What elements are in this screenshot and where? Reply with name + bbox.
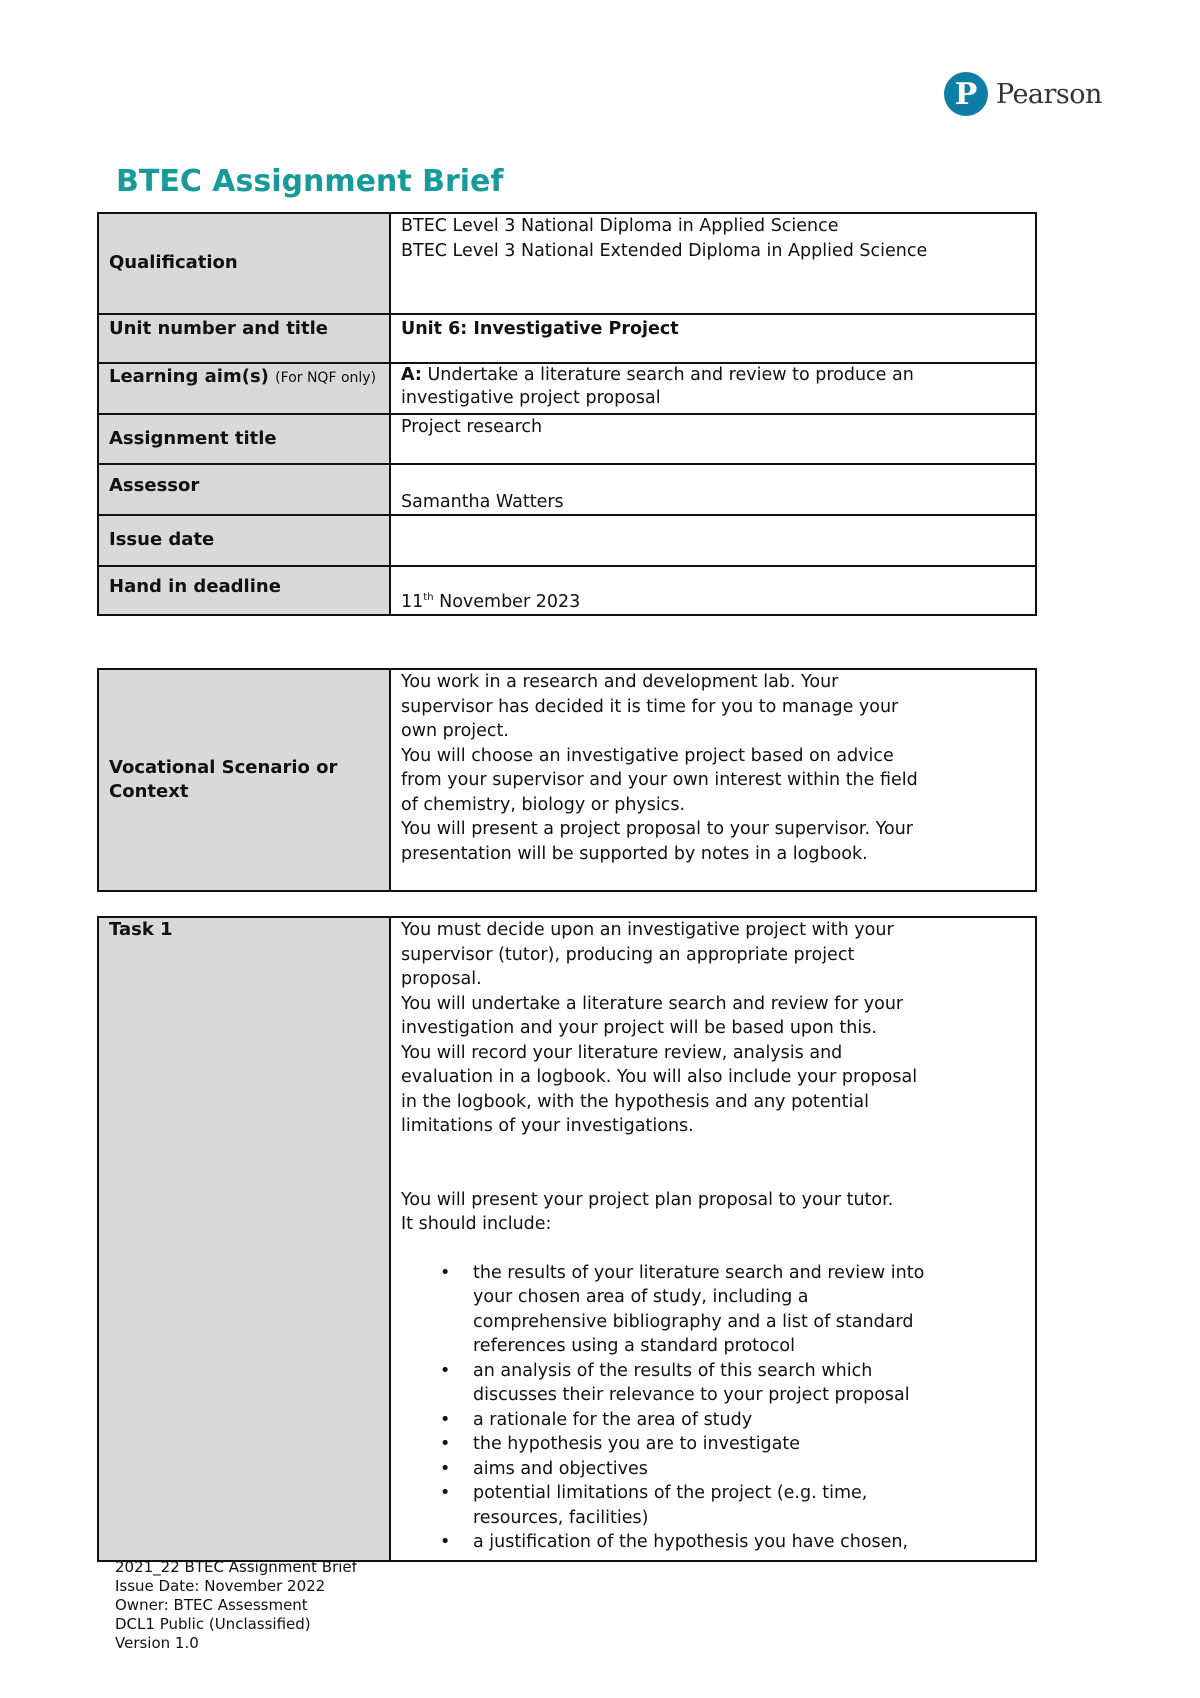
learning-aim-label bbox=[98, 363, 390, 414]
issue-date-value bbox=[390, 515, 1036, 566]
qualification-line: BTEC Level 3 National Diploma in Applied Science bbox=[401, 216, 839, 236]
task-present-line: It should include: bbox=[401, 1214, 552, 1234]
unit-value: Unit 6: Investigative Project bbox=[390, 314, 1036, 363]
scenario-table bbox=[97, 668, 1037, 892]
page-title: BTEC Assignment Brief bbox=[116, 164, 504, 199]
scenario-line: own project. bbox=[401, 721, 509, 741]
pearson-logo bbox=[944, 72, 1102, 116]
task-bullet-line: resources, facilities) bbox=[473, 1507, 649, 1528]
task-present-line: You will present your project plan proposal to your tutor. bbox=[401, 1189, 894, 1210]
learning-aim-label-text: Learning aim(s) bbox=[109, 366, 269, 387]
task-bullet-line: • the results of your literature search and review into bbox=[473, 1262, 925, 1283]
deadline-day: 11 bbox=[401, 591, 424, 612]
assessor-label: Assessor bbox=[98, 464, 390, 515]
task-intro-line: evaluation in a logbook. You will also include your proposal bbox=[401, 1067, 918, 1087]
row-scenario bbox=[98, 669, 1036, 891]
scenario-line: You will choose an investigative project based on advice bbox=[401, 745, 894, 766]
task-bullet-line: • a justification of the hypothesis you have chosen, bbox=[473, 1532, 909, 1552]
qualification-line: BTEC Level 3 National Extended Diploma in Applied Science bbox=[401, 240, 928, 261]
footer-line: Issue Date: November 2022 bbox=[115, 1577, 326, 1595]
task-intro-line: You must decide upon an investigative project with your bbox=[401, 920, 894, 940]
footer-line: Owner: BTEC Assessment bbox=[115, 1596, 308, 1614]
task-bullet-item bbox=[473, 1432, 1025, 1457]
row-deadline bbox=[98, 566, 1036, 615]
scenario-line: supervisor has decided it is time for you to manage your bbox=[401, 696, 899, 717]
task-label: Task 1 bbox=[98, 917, 390, 1561]
scenario-line: of chemistry, biology or physics. bbox=[401, 794, 686, 815]
task-bullet-line: comprehensive bibliography and a list of standard bbox=[473, 1311, 914, 1332]
row-task-1 bbox=[98, 917, 1036, 1561]
assignment-title-value: Project research bbox=[390, 414, 1036, 464]
task-present bbox=[401, 1188, 1025, 1237]
deadline-label: Hand in deadline bbox=[98, 566, 390, 615]
task-intro-line: limitations of your investigations. bbox=[401, 1116, 694, 1136]
row-learning-aim bbox=[98, 363, 1036, 414]
qualification-label: Qualification bbox=[98, 213, 390, 314]
pearson-p-icon: P bbox=[944, 72, 988, 116]
row-assessor bbox=[98, 464, 1036, 515]
issue-date-label: Issue date bbox=[98, 515, 390, 566]
scenario-line: You will present a project proposal to your supervisor. Your bbox=[401, 819, 914, 839]
learning-aim-value bbox=[390, 363, 1036, 414]
task-bullet-list bbox=[401, 1261, 1025, 1555]
scenario-text bbox=[390, 669, 1036, 891]
task-bullet-line: • the hypothesis you are to investigate bbox=[473, 1434, 801, 1454]
task-bullet-line: • potential limitations of the project (e.g. time, bbox=[473, 1483, 868, 1503]
footer-line: 2021_22 BTEC Assignment Brief bbox=[115, 1558, 357, 1576]
task-intro bbox=[401, 918, 1025, 1139]
task-bullet-item bbox=[473, 1457, 1025, 1482]
qualification-value bbox=[390, 213, 1036, 314]
task-bullet-line: references using a standard protocol bbox=[473, 1336, 795, 1356]
assessor-value: Samantha Watters bbox=[390, 464, 1036, 515]
deadline-suffix: th bbox=[423, 591, 434, 603]
task-intro-line: investigation and your project will be based upon this. bbox=[401, 1018, 877, 1038]
row-unit bbox=[98, 314, 1036, 363]
footer-line: DCL1 Public (Unclassified) bbox=[115, 1615, 311, 1633]
row-qualification bbox=[98, 213, 1036, 314]
task-bullet-item bbox=[473, 1530, 1025, 1555]
footer-line: Version 1.0 bbox=[115, 1634, 199, 1652]
task-bullet-item bbox=[473, 1408, 1025, 1433]
learning-aim-note: (For NQF only) bbox=[275, 370, 377, 386]
task-intro-line: in the logbook, with the hypothesis and any potential bbox=[401, 1091, 869, 1112]
task-intro-line: You will undertake a literature search and review for your bbox=[401, 993, 904, 1014]
task-text bbox=[390, 917, 1036, 1561]
scenario-line: You work in a research and development lab. Your bbox=[401, 672, 839, 692]
row-assignment-title bbox=[98, 414, 1036, 464]
task-bullet-line: • aims and objectives bbox=[473, 1458, 648, 1479]
row-issue-date bbox=[98, 515, 1036, 566]
task-bullet-line: • a rationale for the area of study bbox=[473, 1409, 753, 1430]
task-bullet-line: your chosen area of study, including a bbox=[473, 1287, 809, 1307]
task-intro-line: You will record your literature review, analysis and bbox=[401, 1042, 843, 1063]
scenario-line: from your supervisor and your own interest within the field bbox=[401, 770, 918, 790]
scenario-label: Vocational Scenario or Context bbox=[98, 669, 390, 891]
task-bullet-item bbox=[473, 1359, 1025, 1408]
learning-aim-prefix: A: bbox=[401, 365, 422, 385]
assignment-title-label: Assignment title bbox=[98, 414, 390, 464]
task-table bbox=[97, 916, 1037, 1562]
unit-label: Unit number and title bbox=[98, 314, 390, 363]
learning-aim-text-2: investigative project proposal bbox=[401, 388, 661, 408]
task-bullet-item bbox=[473, 1481, 1025, 1530]
task-bullet-line: • an analysis of the results of this search which bbox=[473, 1360, 873, 1381]
learning-aim-text: Undertake a literature search and review to produce an bbox=[421, 365, 914, 385]
deadline-month-year: November 2023 bbox=[433, 591, 581, 612]
task-bullet-line: discusses their relevance to your project proposal bbox=[473, 1385, 910, 1405]
task-intro-line: proposal. bbox=[401, 969, 482, 989]
pearson-wordmark: Pearson bbox=[996, 78, 1102, 110]
deadline-value bbox=[390, 566, 1036, 615]
task-intro-line: supervisor (tutor), producing an appropriate project bbox=[401, 944, 855, 965]
footer bbox=[115, 1558, 357, 1653]
task-bullet-item bbox=[473, 1261, 1025, 1359]
assignment-details-table bbox=[97, 212, 1037, 616]
scenario-line: presentation will be supported by notes in a logbook. bbox=[401, 843, 868, 864]
